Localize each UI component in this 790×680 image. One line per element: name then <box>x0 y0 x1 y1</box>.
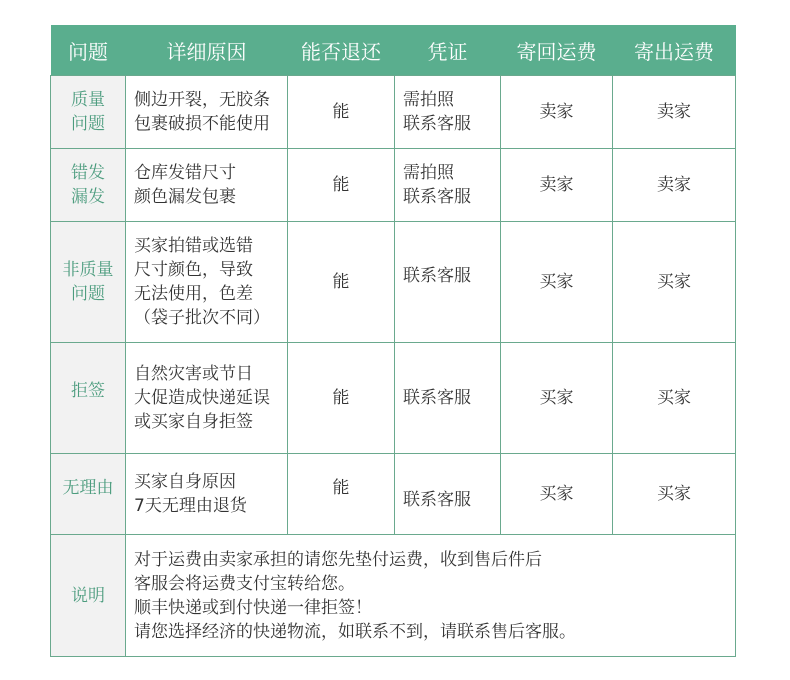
detail-line: 大促造成快递延误 <box>134 388 270 408</box>
proof-cell <box>395 149 501 222</box>
issue-line: 错发 <box>71 163 105 183</box>
detail-line: 买家自身原因 <box>134 472 236 492</box>
return-fee-cell: 买家 <box>501 454 613 535</box>
ship-fee-cell: 卖家 <box>613 149 736 222</box>
return-fee-cell: 卖家 <box>501 76 613 149</box>
ship-fee-cell: 买家 <box>613 343 736 454</box>
header-ship-fee: 寄出运费 <box>613 25 736 76</box>
detail-line: 或买家自身拒签 <box>134 412 253 432</box>
issue-line: 问题 <box>71 284 105 304</box>
header-detail: 详细原因 <box>126 25 288 76</box>
proof-cell <box>395 343 501 454</box>
proof-line: 联系客服 <box>403 114 471 134</box>
note-line: 请您选择经济的快递物流，如联系不到，请联系售后客服。 <box>134 621 576 642</box>
proof-cell <box>395 222 501 343</box>
header-return-fee: 寄回运费 <box>501 25 613 76</box>
detail-line: 无法使用，色差 <box>134 284 253 304</box>
detail-line: 包裹破损不能使用 <box>134 114 270 134</box>
proof-line: 联系客服 <box>403 266 471 286</box>
issue-line: 拒签 <box>71 381 105 401</box>
proof-cell <box>395 76 501 149</box>
table-row <box>51 76 736 149</box>
proof-line: 联系客服 <box>403 388 471 408</box>
ship-fee-cell: 卖家 <box>613 76 736 149</box>
detail-cell <box>126 454 288 535</box>
note-line: 对于运费由卖家承担的请您先垫付运费，收到售后件后 <box>134 549 542 570</box>
table-row <box>51 222 736 343</box>
refund-cell: 能 <box>288 149 395 222</box>
ship-fee-cell: 买家 <box>613 222 736 343</box>
issue-cell <box>51 222 126 343</box>
detail-line: 侧边开裂，无胶条 <box>134 90 270 110</box>
refund-cell: 能 <box>288 343 395 454</box>
issue-line: 质量 <box>71 90 105 110</box>
detail-cell <box>126 222 288 343</box>
issue-cell <box>51 454 126 535</box>
note-line: 客服会将运费支付宝转给您。 <box>134 573 355 594</box>
return-fee-cell: 买家 <box>501 222 613 343</box>
return-fee-cell: 买家 <box>501 343 613 454</box>
detail-line: 买家拍错或选错 <box>134 236 253 256</box>
table-row <box>51 454 736 535</box>
after-sales-policy-table <box>50 25 735 657</box>
proof-line: 联系客服 <box>403 187 471 207</box>
detail-line: （袋子批次不同） <box>134 308 270 328</box>
detail-cell <box>126 76 288 149</box>
header-row <box>51 25 736 76</box>
issue-line: 非质量 <box>62 260 114 280</box>
note-cell <box>126 535 736 657</box>
detail-line: 7天无理由退货 <box>134 496 247 516</box>
detail-line: 仓库发错尺寸 <box>134 163 236 183</box>
detail-line: 尺寸颜色，导致 <box>134 260 253 280</box>
refund-cell: 能 <box>288 454 395 535</box>
detail-line: 自然灾害或节日 <box>134 364 253 384</box>
issue-cell <box>51 343 126 454</box>
refund-cell: 能 <box>288 76 395 149</box>
header-refund: 能否退还 <box>288 25 395 76</box>
detail-line: 颜色漏发包裹 <box>134 187 236 207</box>
proof-line: 需拍照 <box>403 163 454 183</box>
proof-cell <box>395 454 501 535</box>
table-row <box>51 343 736 454</box>
table-row <box>51 149 736 222</box>
issue-line: 无理由 <box>62 478 114 498</box>
proof-line: 需拍照 <box>403 90 454 110</box>
header-issue: 问题 <box>51 25 126 76</box>
issue-cell <box>51 76 126 149</box>
header-proof: 凭证 <box>395 25 501 76</box>
note-line: 顺丰快递或到付快递一律拒签！ <box>134 597 372 618</box>
return-fee-cell: 卖家 <box>501 149 613 222</box>
detail-cell <box>126 343 288 454</box>
issue-cell <box>51 149 126 222</box>
note-row <box>51 535 736 657</box>
proof-line: 联系客服 <box>403 490 471 510</box>
issue-line: 问题 <box>71 114 105 134</box>
ship-fee-cell: 买家 <box>613 454 736 535</box>
policy-table <box>50 25 736 657</box>
note-label: 说明 <box>51 535 126 657</box>
detail-cell <box>126 149 288 222</box>
issue-line: 漏发 <box>71 187 105 207</box>
refund-cell: 能 <box>288 222 395 343</box>
